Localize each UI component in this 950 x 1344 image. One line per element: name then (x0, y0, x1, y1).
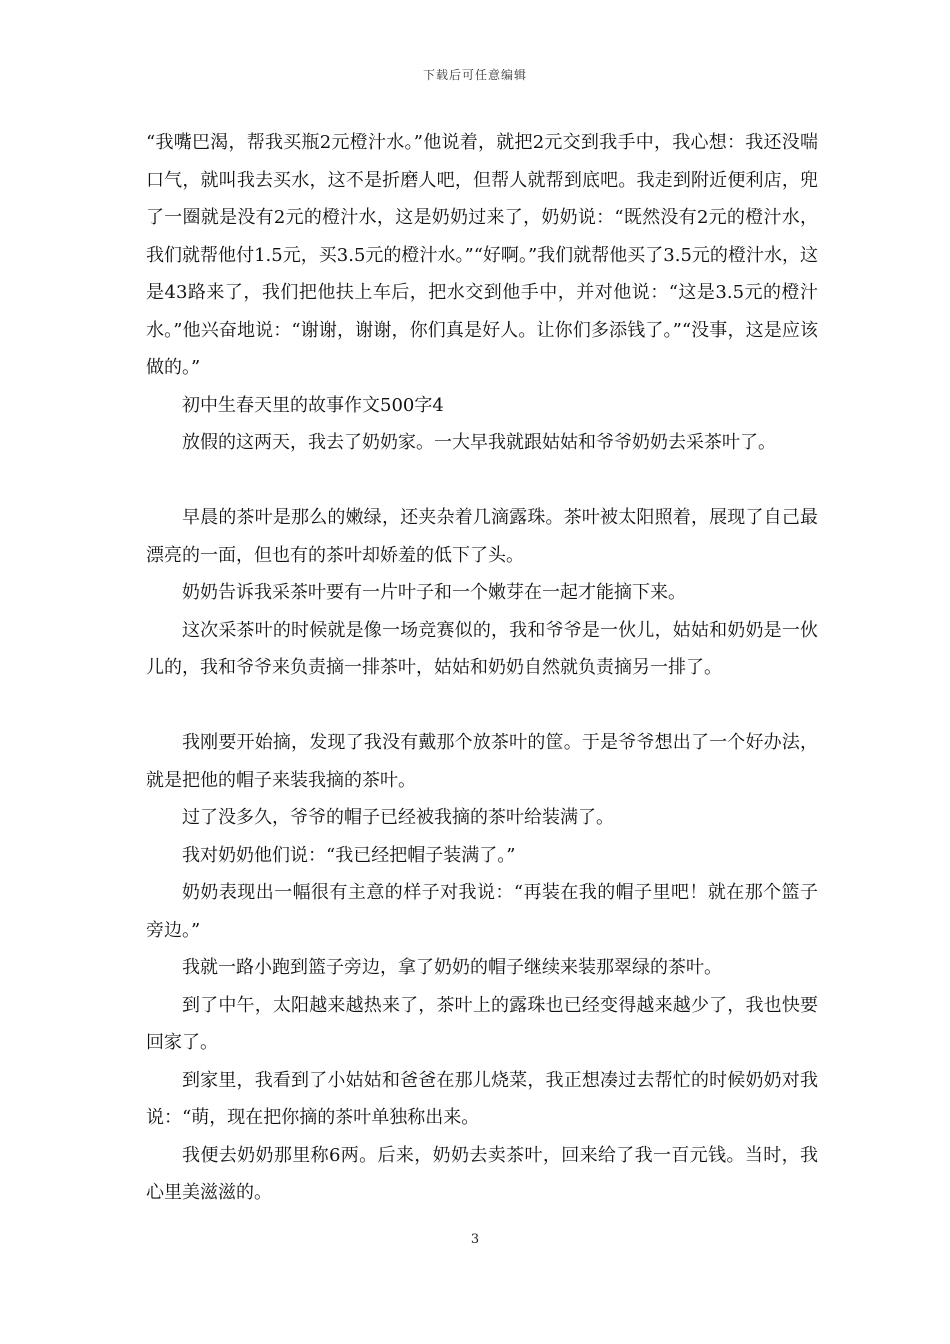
paragraph: 早晨的茶叶是那么的嫩绿，还夹杂着几滴露珠。茶叶被太阳照着，展现了自己最漂亮的一面，但也有的茶叶却娇羞的低下了头。 (146, 507, 818, 566)
paragraph: 到家里，我看到了小姑姑和爸爸在那儿烧菜，我正想凑过去帮忙的时候奶奶对我说：“萌，现在把你摘的茶叶单独称出来。 (146, 1069, 818, 1128)
paragraph: “我嘴巴渴，帮我买瓶2元橙汁水。”他说着，就把2元交到我手中，我心想：我还没喘口气，就叫我去买水，这不是折磨人吧，但帮人就帮到底吧。我走到附近便利店，兜了一圈就是没有2元的橙汁水，这是奶奶过来了，奶奶说：“既然没有2元的橙汁水，我们就帮他付1.5元，买3.5元的橙汁水。”“好啊。”我们就帮他买了3.5元的橙汁水，这是43路来了，我们把他扶上车后，把水交到他手中，并对他说：“这是3.5元的橙汁水。”他兴奋地说：“谢谢，谢谢，你们真是好人。让你们多添钱了。”“没事，这是应该做的。” (146, 132, 818, 378)
paragraph: 奶奶告诉我采茶叶要有一片叶子和一个嫩芽在一起才能摘下来。 (182, 582, 686, 603)
paragraph: 到了中午，太阳越来越热来了，茶叶上的露珠也已经变得越来越少了，我也快要回家了。 (146, 994, 818, 1053)
paragraph: 我刚要开始摘，发现了我没有戴那个放茶叶的筐。于是爷爷想出了一个好办法，就是把他的帽子来装我摘的茶叶。 (146, 732, 818, 791)
paragraph: 我便去奶奶那里称6两。后来，奶奶去卖茶叶，回来给了我一百元钱。当时，我心里美滋滋的。 (146, 1144, 818, 1203)
blank-line (146, 687, 818, 725)
paragraph: 这次采茶叶的时候就是像一场竞赛似的，我和爷爷是一伙儿，姑姑和奶奶是一伙儿的，我和爷爷来负责摘一排茶叶，姑姑和奶奶自然就负责摘另一排了。 (146, 619, 818, 678)
blank-line (146, 462, 818, 500)
paragraph: 过了没多久，爷爷的帽子已经被我摘的茶叶给装满了。 (182, 807, 614, 828)
paragraph: 我对奶奶他们说：“我已经把帽子装满了。” (182, 844, 516, 866)
page-number: 3 (470, 1232, 480, 1247)
paragraph: 奶奶表现出一幅很有主意的样子对我说：“再装在我的帽子里吧！就在那个篮子旁边。” (146, 882, 818, 941)
paragraph: 放假的这两天，我去了奶奶家。一大早我就跟姑姑和爷爷奶奶去采茶叶了。 (182, 432, 776, 453)
section-heading: 初中生春天里的故事作文500字4 (182, 394, 444, 416)
document-body (146, 124, 818, 1212)
page-header: 下载后可任意编辑 (422, 68, 527, 82)
paragraph: 我就一路小跑到篮子旁边，拿了奶奶的帽子继续来装那翠绿的茶叶。 (182, 957, 722, 978)
